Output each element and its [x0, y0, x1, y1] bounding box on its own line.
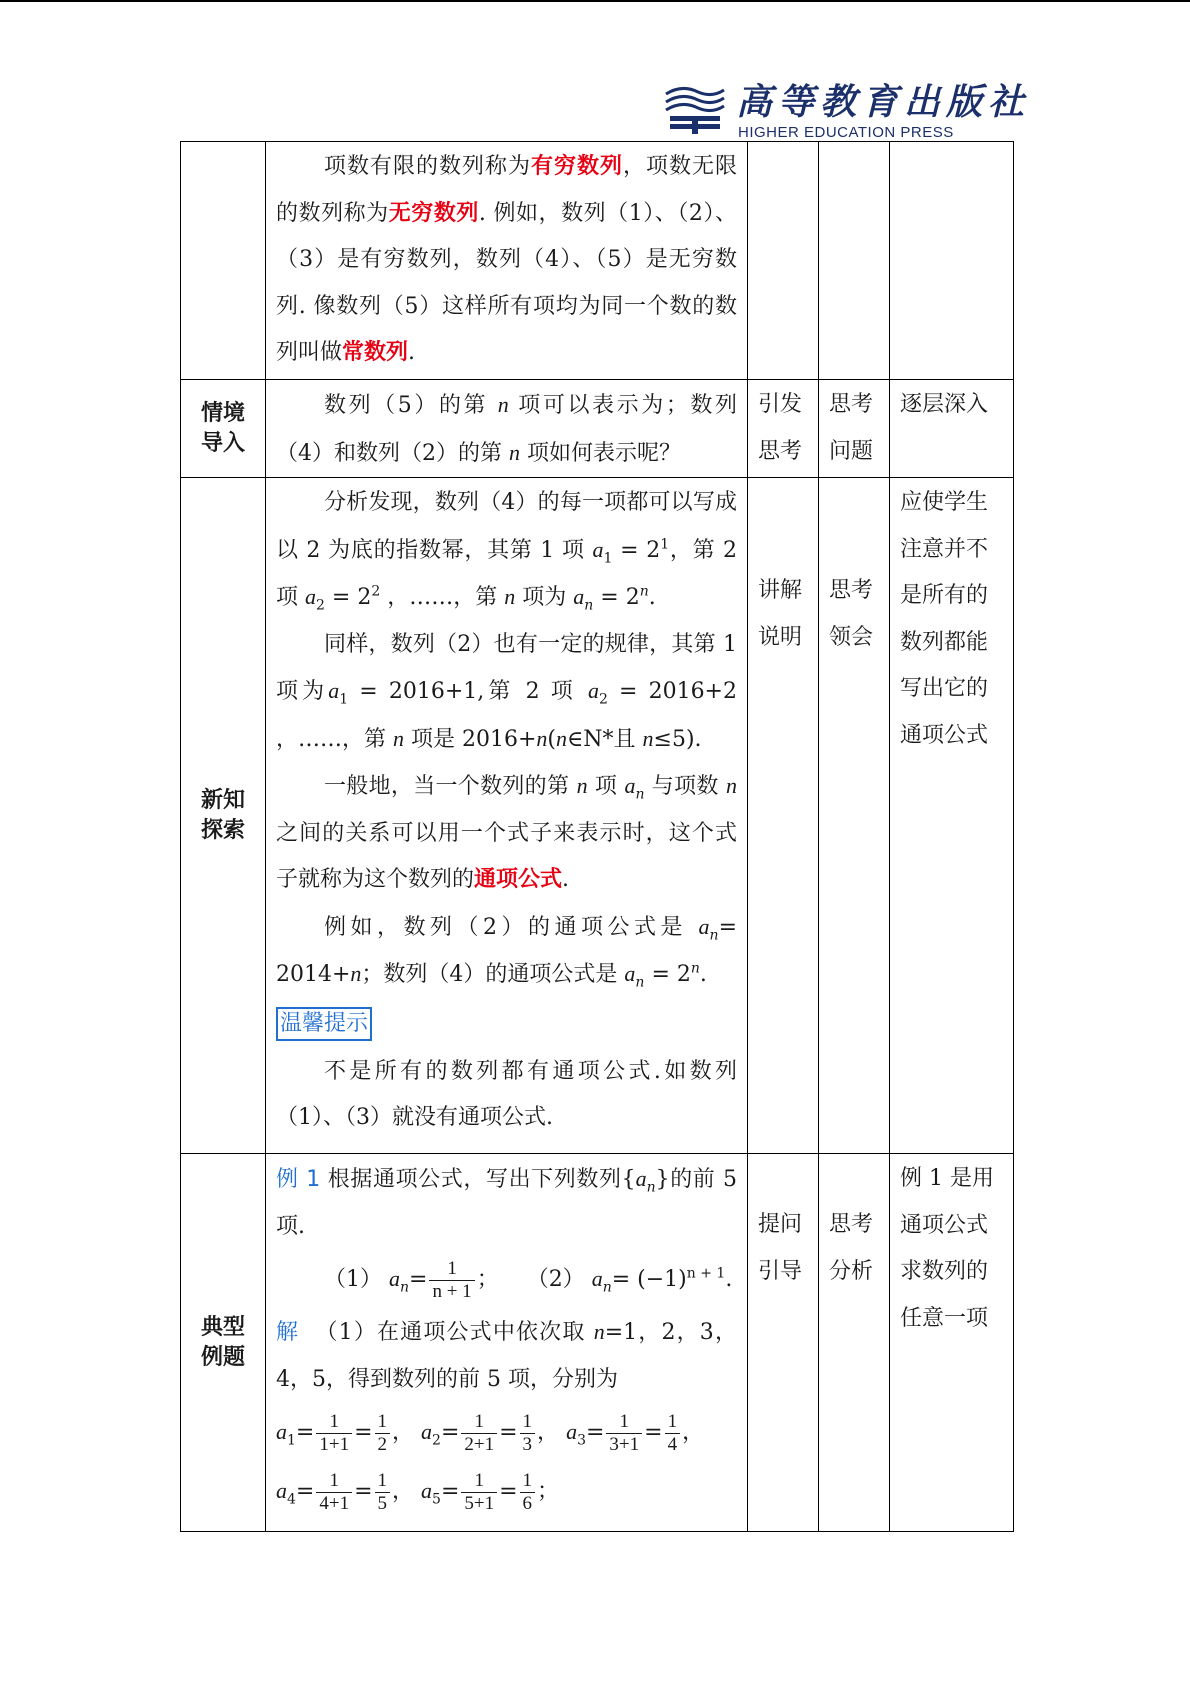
publisher-emblem-icon — [662, 82, 728, 136]
teacher-activity-new-knowledge: 讲解 说明 — [748, 478, 819, 1154]
publisher-name-cn: 高等教育出版社 — [736, 81, 1031, 123]
content-cell-examples — [266, 1154, 748, 1532]
example-1-prompt: 例 1 根据通项公式，写出下列数列$\{a_n\}$的前 5 项. — [276, 1166, 737, 1239]
publisher-name-en: HIGHER EDUCATION PRESS — [738, 124, 954, 141]
stage-cell-intro: 情境 导入 — [181, 380, 266, 478]
stage-cell-new-knowledge: 新知 探索 — [181, 478, 266, 1154]
example-1-formulas: （1） $a_n=$ $\frac{1}{n + 1}$ ； （2） $a_n= (-1)^{n + 1}$. — [324, 1257, 733, 1302]
publisher-logo — [662, 80, 1031, 142]
student-activity-examples: 思考 分析 — [819, 1154, 890, 1532]
intent-cell-empty — [890, 142, 1014, 380]
teacher-activity-examples: 提问 引导 — [748, 1154, 819, 1532]
teacher-cell-empty — [748, 142, 819, 380]
solution-label: 解 — [276, 1320, 300, 1345]
example-label: 例 1 — [276, 1167, 321, 1192]
tip-badge: 温馨提示 — [276, 1007, 372, 1041]
solution-terms-1-3: $a_1=$ $\frac{1}{1+1}$ = $\frac{1}{2}$ ， $a_2=$ $\frac{1}{2+1}$ = $\frac{1}{3}$ ， $a_3=$ $\frac{1}{3+1}$ = $\frac{1}{4}$ ， — [276, 1410, 705, 1455]
table-row-examples — [181, 1154, 1014, 1532]
paragraph-example-formulas: 例如，数列（2）的通项公式是 $a_n= 2014+n$；数列（4）的通项公式是 $a_n = 2^n$. — [276, 913, 737, 991]
teacher-activity-intro: 引发 思考 — [748, 380, 819, 478]
stage-cell-examples: 典型 例题 — [181, 1154, 266, 1532]
table-row-new-knowledge — [181, 478, 1014, 1154]
student-activity-new-knowledge: 思考 领会 — [819, 478, 890, 1154]
term-infinite-sequence: 无穷数列 — [388, 200, 479, 226]
student-cell-empty — [819, 142, 890, 380]
content-cell-intro: 数列（5）的第 n 项可以表示为；数列（4）和数列（2）的第 n 项如何表示呢？ — [266, 380, 748, 478]
student-activity-intro: 思考 问题 — [819, 380, 890, 478]
table-row-finite-infinite — [181, 142, 1014, 380]
paragraph-tip: 不是所有的数列都有通项公式.如数列（1）、（3）就没有通项公式. — [276, 1058, 737, 1130]
paragraph-sequence-2: 同样，数列（2）也有一定的规律，其第 1 项为$a_1 = 2016+1$,第 2 项 $a_2 = 2016+2$ ，……，第 n 项是 2016+n(n∈N*且 n≤5). — [276, 631, 737, 752]
page-top-rule — [0, 0, 1190, 2]
paragraph-analysis: 分析发现，数列（4）的每一项都可以写成以 2 为底的指数幂，其第 1 项 $a_1 = 2^1$，第 2 项 $a_2 = 2^2$ ，……，第 n 项为 $a_n = 2^n$. — [276, 490, 737, 614]
solution-intro: 解 （1）在通项公式中依次取 n=1，2，3，4，5，得到数列的前 5 项，分别为 — [276, 1319, 737, 1392]
design-intent-intro: 逐层深入 — [890, 380, 1014, 478]
lesson-plan-table — [180, 141, 1014, 1532]
term-general-formula: 通项公式 — [474, 867, 563, 892]
table-row-intro — [181, 380, 1014, 478]
term-constant-sequence: 常数列 — [342, 340, 409, 365]
design-intent-examples: 例 1 是用 通项公式 求数列的 任意一项 — [890, 1154, 1014, 1532]
content-cell-new-knowledge — [266, 478, 748, 1154]
stage-cell-empty — [181, 142, 266, 380]
solution-terms-4-5: $a_4=$ $\frac{1}{4+1}$ = $\frac{1}{5}$ ， $a_5=$ $\frac{1}{5+1}$ = $\frac{1}{6}$ ； — [276, 1469, 560, 1514]
content-cell — [266, 142, 748, 380]
term-finite-sequence: 有穷数列 — [530, 154, 623, 179]
paragraph-sequence-types: 项数有限的数列称为有穷数列，项数无限的数列称为无穷数列. 例如，数列（1）、（2）、（3）是有穷数列，数列（4）、（5）是无穷数列. 像数列（5）这样所有项均为同一个数的数列叫做常数列. — [276, 154, 737, 365]
paragraph-definition: 一般地，当一个数列的第 n 项 $a_n$ 与项数 n 之间的关系可以用一个式子来表示时，这个式子就称为这个数列的通项公式. — [276, 773, 737, 892]
design-intent-new-knowledge: 应使学生 注意并不 是所有的 数列都能 写出它的 通项公式 — [890, 478, 1014, 1154]
